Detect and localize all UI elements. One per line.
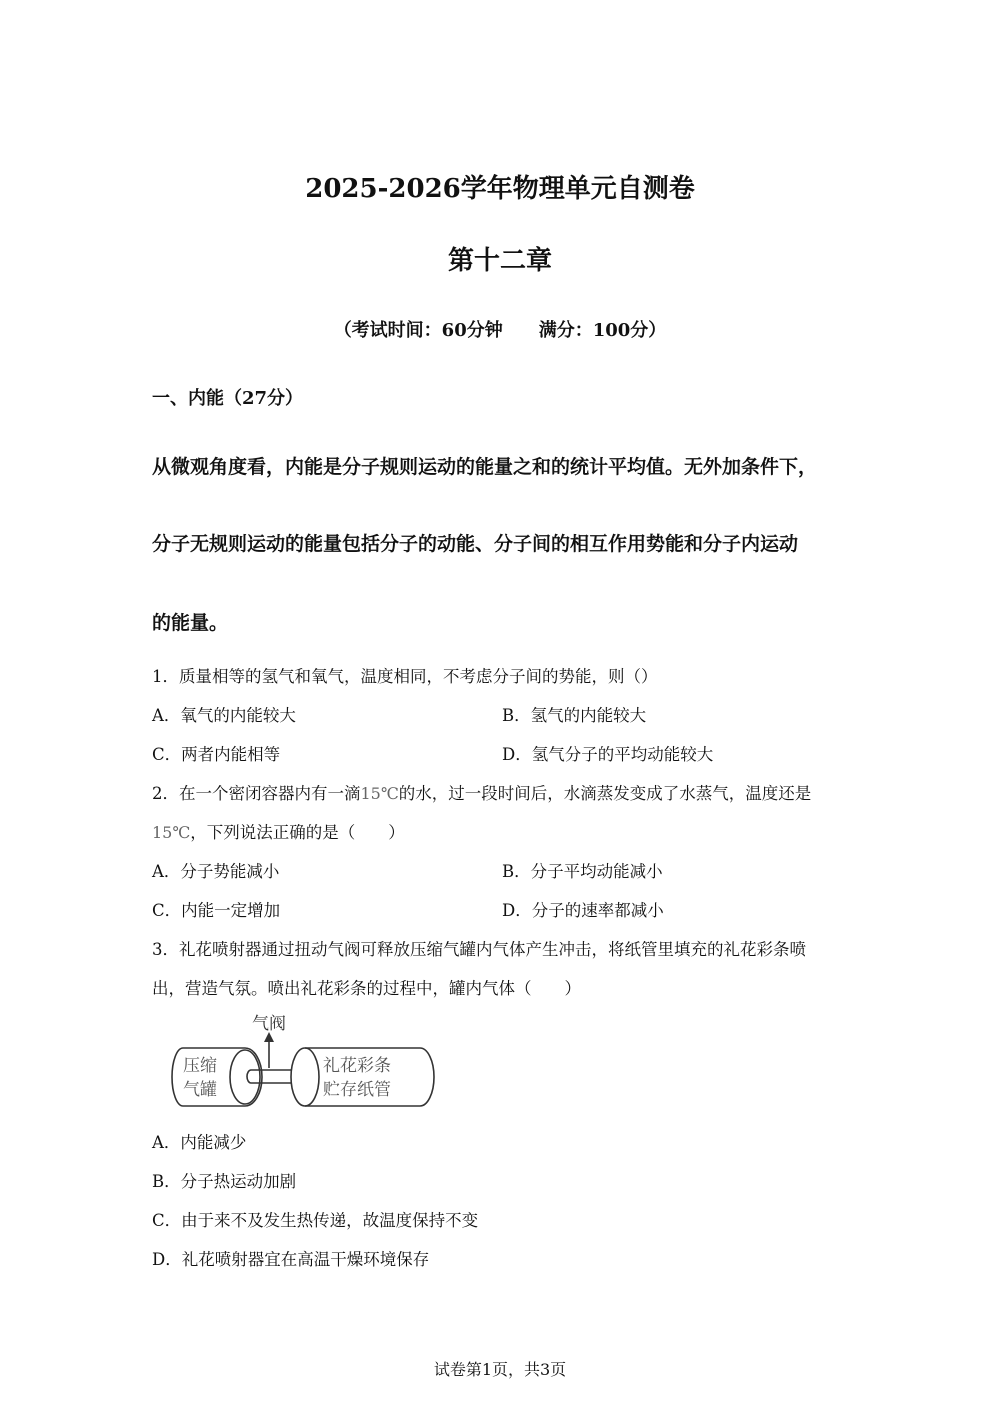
gas-tank-end	[230, 1050, 260, 1104]
exam-title: 2025-2026学年物理单元自测卷	[305, 174, 695, 204]
question-1-option-d: D．氢气分子的平均动能较大	[502, 745, 714, 764]
intro-line: 分子无规则运动的能量包括分子的动能、分子间的相互作用势能和分子内运动	[152, 533, 799, 555]
intro-line: 从微观角度看，内能是分子规则运动的能量之和的统计平均值。无外加条件下，	[152, 456, 818, 478]
question-1-option-c: C．两者内能相等	[152, 745, 281, 764]
tube-label: 礼花彩条	[323, 1056, 391, 1076]
question-2-stem-line2	[152, 819, 405, 843]
question-3-option-d: D．礼花喷射器宜在高温干燥环境保存	[152, 1250, 430, 1269]
tank-label: 压缩	[183, 1056, 217, 1076]
question-2-stem-line1	[152, 780, 811, 804]
tube-label: 贮存纸管	[323, 1080, 391, 1100]
exam-info: （考试时间：60分钟 满分：100分）	[333, 320, 667, 341]
question-3-option-a: A．内能减少	[152, 1133, 247, 1152]
question-1-stem: 1．质量相等的氢气和氧气，温度相同，不考虑分子间的势能，则（）	[152, 667, 658, 686]
page-footer: 试卷第1页，共3页	[433, 1360, 567, 1379]
temperature: 15℃	[152, 823, 191, 842]
question-3-stem-line2: 出，营造气氛。喷出礼花彩条的过程中，罐内气体（ ）	[152, 979, 581, 998]
tank-label: 气罐	[183, 1080, 217, 1100]
stem-text: 的水，过一段时间后，水滴蒸发变成了水蒸气，温度还是	[398, 784, 812, 803]
section-heading: 一、内能（27分）	[152, 388, 304, 409]
question-2-option-c: C．内能一定增加	[152, 901, 281, 920]
sprayer-figure	[165, 1010, 440, 1115]
stem-text: ，下列说法正确的是（ ）	[190, 823, 405, 842]
question-1-option-b: B．氢气的内能较大	[502, 706, 647, 725]
question-3-option-c: C．由于来不及发生热传递，故温度保持不变	[152, 1211, 479, 1230]
question-1-option-a: A．氧气的内能较大	[152, 706, 296, 725]
question-2-option-a: A．分子势能减小	[152, 862, 280, 881]
chapter-title: 第十二章	[447, 246, 552, 276]
question-2-option-d: D．分子的速率都减小	[502, 901, 664, 920]
question-3-stem-line1: 3．礼花喷射器通过扭动气阀可释放压缩气罐内气体产生冲击，将纸管里填充的礼花彩条喷	[152, 940, 806, 959]
intro-line: 的能量。	[152, 612, 229, 634]
question-2-option-b: B．分子平均动能减小	[502, 862, 663, 881]
temperature: 15℃	[360, 784, 399, 803]
question-3-option-b: B．分子热运动加剧	[152, 1172, 297, 1191]
valve-label: 气阀	[252, 1014, 286, 1034]
stem-text: 2．在一个密闭容器内有一滴	[152, 784, 361, 803]
